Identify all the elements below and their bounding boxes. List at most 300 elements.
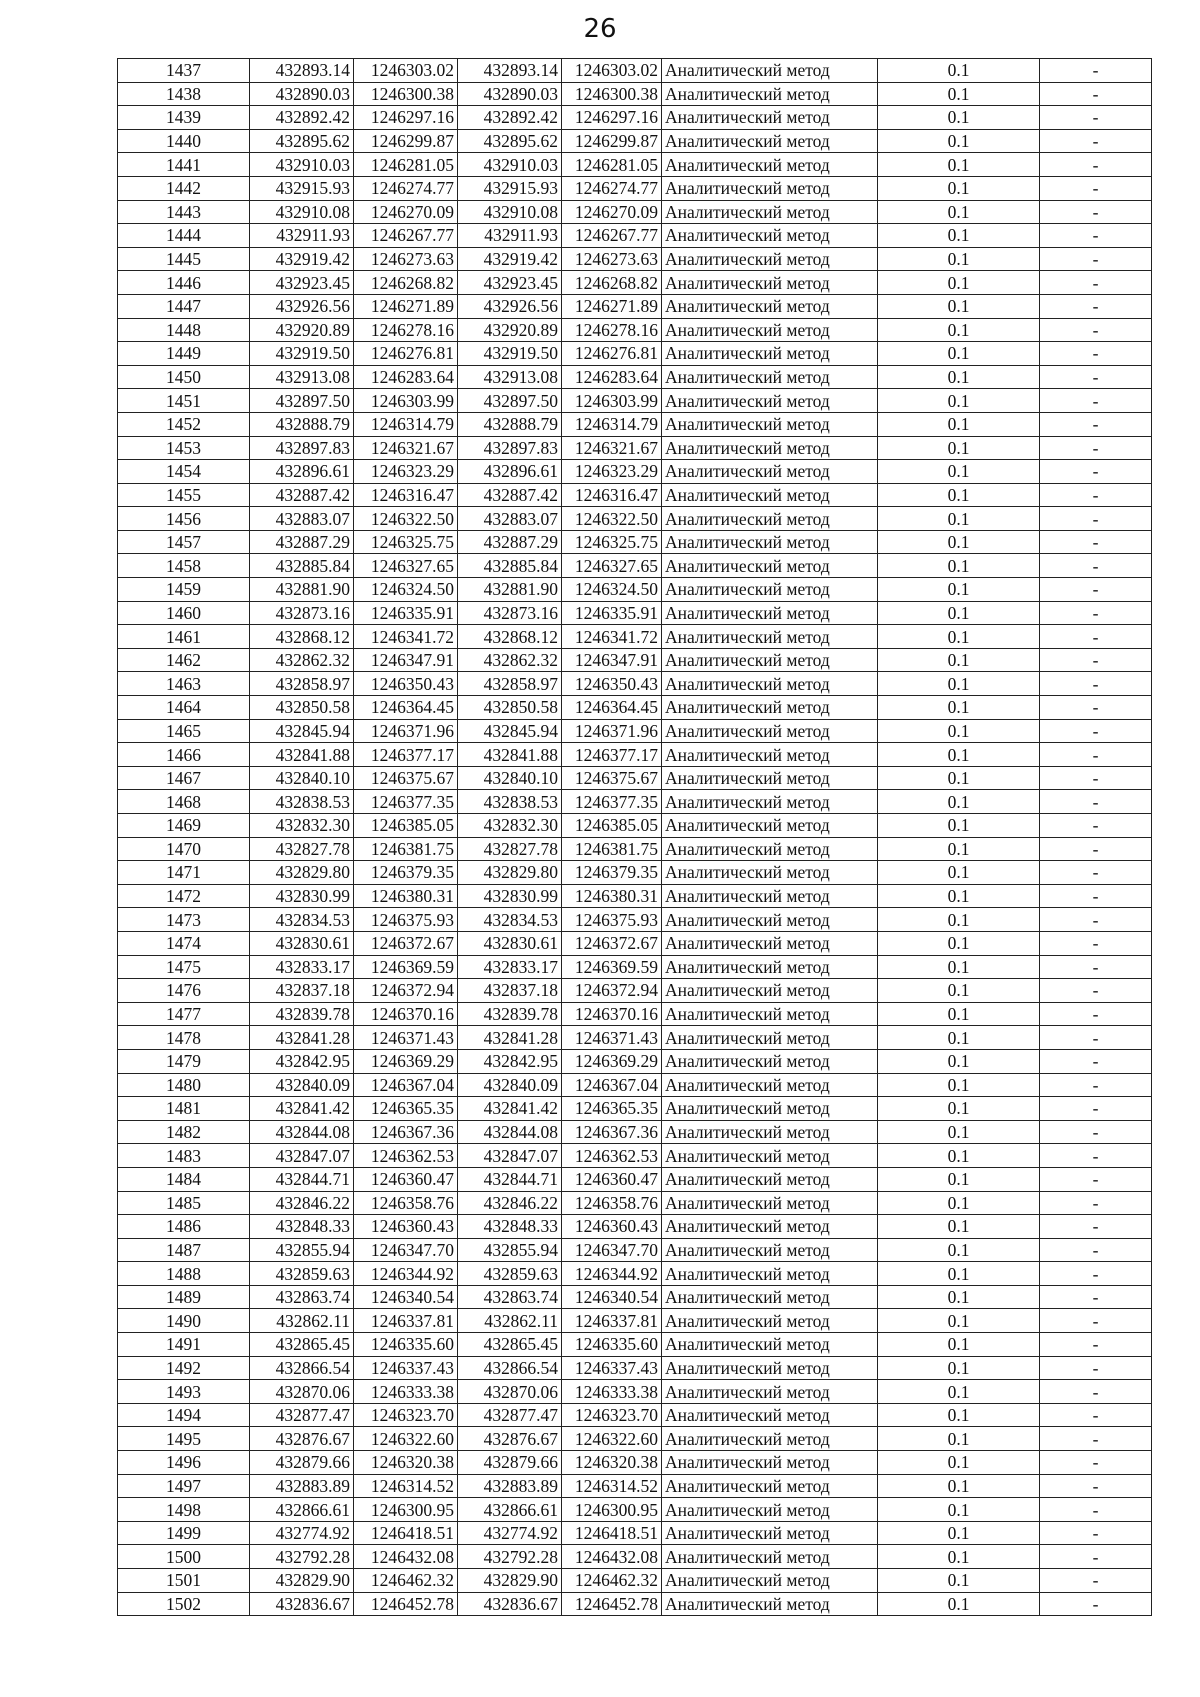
description-cell: - <box>1040 1144 1152 1168</box>
x-refined-cell: 432910.08 <box>458 200 562 224</box>
y-refined-cell: 1246367.04 <box>562 1073 662 1097</box>
y-refined-cell: 1246375.67 <box>562 766 662 790</box>
accuracy-cell: 0.1 <box>878 200 1040 224</box>
method-cell: Аналитический метод <box>662 601 878 625</box>
method-cell: Аналитический метод <box>662 1238 878 1262</box>
accuracy-cell: 0.1 <box>878 1002 1040 1026</box>
y-existing-cell: 1246369.59 <box>354 955 458 979</box>
page-number: 26 <box>583 14 617 44</box>
y-refined-cell: 1246322.50 <box>562 507 662 531</box>
point-number-cell: 1499 <box>118 1521 250 1545</box>
x-existing-cell: 432838.53 <box>250 790 354 814</box>
table-row <box>118 1356 1152 1380</box>
point-number-cell: 1485 <box>118 1191 250 1215</box>
method-cell: Аналитический метод <box>662 1002 878 1026</box>
y-refined-cell: 1246324.50 <box>562 578 662 602</box>
method-cell: Аналитический метод <box>662 247 878 271</box>
accuracy-cell: 0.1 <box>878 1333 1040 1357</box>
accuracy-cell: 0.1 <box>878 1144 1040 1168</box>
y-existing-cell: 1246360.47 <box>354 1167 458 1191</box>
x-existing-cell: 432844.08 <box>250 1120 354 1144</box>
table-row <box>118 153 1152 177</box>
y-refined-cell: 1246380.31 <box>562 884 662 908</box>
x-existing-cell: 432897.50 <box>250 389 354 413</box>
y-refined-cell: 1246341.72 <box>562 625 662 649</box>
x-existing-cell: 432846.22 <box>250 1191 354 1215</box>
point-number-cell: 1447 <box>118 294 250 318</box>
y-refined-cell: 1246358.76 <box>562 1191 662 1215</box>
accuracy-cell: 0.1 <box>878 318 1040 342</box>
x-existing-cell: 432845.94 <box>250 719 354 743</box>
y-existing-cell: 1246316.47 <box>354 483 458 507</box>
point-number-cell: 1454 <box>118 460 250 484</box>
method-cell: Аналитический метод <box>662 814 878 838</box>
method-cell: Аналитический метод <box>662 1120 878 1144</box>
x-existing-cell: 432876.67 <box>250 1427 354 1451</box>
x-refined-cell: 432873.16 <box>458 601 562 625</box>
description-cell: - <box>1040 460 1152 484</box>
x-existing-cell: 432865.45 <box>250 1333 354 1357</box>
table-row <box>118 507 1152 531</box>
y-existing-cell: 1246432.08 <box>354 1545 458 1569</box>
method-cell: Аналитический метод <box>662 1215 878 1239</box>
y-refined-cell: 1246347.91 <box>562 648 662 672</box>
point-number-cell: 1469 <box>118 814 250 838</box>
x-existing-cell: 432858.97 <box>250 672 354 696</box>
accuracy-cell: 0.1 <box>878 1545 1040 1569</box>
x-existing-cell: 432855.94 <box>250 1238 354 1262</box>
x-existing-cell: 432841.28 <box>250 1026 354 1050</box>
description-cell: - <box>1040 1427 1152 1451</box>
x-refined-cell: 432893.14 <box>458 59 562 83</box>
y-existing-cell: 1246325.75 <box>354 530 458 554</box>
method-cell: Аналитический метод <box>662 224 878 248</box>
table-row <box>118 1333 1152 1357</box>
y-existing-cell: 1246344.92 <box>354 1262 458 1286</box>
x-existing-cell: 432887.29 <box>250 530 354 554</box>
accuracy-cell: 0.1 <box>878 908 1040 932</box>
method-cell: Аналитический метод <box>662 648 878 672</box>
x-refined-cell: 432840.10 <box>458 766 562 790</box>
method-cell: Аналитический метод <box>662 365 878 389</box>
x-refined-cell: 432792.28 <box>458 1545 562 1569</box>
y-existing-cell: 1246323.29 <box>354 460 458 484</box>
description-cell: - <box>1040 1592 1152 1616</box>
accuracy-cell: 0.1 <box>878 931 1040 955</box>
table-row <box>118 1474 1152 1498</box>
description-cell: - <box>1040 436 1152 460</box>
point-number-cell: 1498 <box>118 1498 250 1522</box>
y-existing-cell: 1246335.60 <box>354 1333 458 1357</box>
x-refined-cell: 432892.42 <box>458 106 562 130</box>
point-number-cell: 1480 <box>118 1073 250 1097</box>
x-refined-cell: 432877.47 <box>458 1403 562 1427</box>
x-existing-cell: 432774.92 <box>250 1521 354 1545</box>
description-cell: - <box>1040 601 1152 625</box>
method-cell: Аналитический метод <box>662 412 878 436</box>
point-number-cell: 1457 <box>118 530 250 554</box>
accuracy-cell: 0.1 <box>878 837 1040 861</box>
accuracy-cell: 0.1 <box>878 672 1040 696</box>
method-cell: Аналитический метод <box>662 1474 878 1498</box>
method-cell: Аналитический метод <box>662 766 878 790</box>
y-existing-cell: 1246303.02 <box>354 59 458 83</box>
table-row <box>118 578 1152 602</box>
y-refined-cell: 1246321.67 <box>562 436 662 460</box>
point-number-cell: 1500 <box>118 1545 250 1569</box>
y-existing-cell: 1246268.82 <box>354 271 458 295</box>
y-existing-cell: 1246273.63 <box>354 247 458 271</box>
x-existing-cell: 432866.54 <box>250 1356 354 1380</box>
table-row <box>118 460 1152 484</box>
y-refined-cell: 1246365.35 <box>562 1097 662 1121</box>
y-existing-cell: 1246299.87 <box>354 129 458 153</box>
accuracy-cell: 0.1 <box>878 1191 1040 1215</box>
x-refined-cell: 432844.08 <box>458 1120 562 1144</box>
method-cell: Аналитический метод <box>662 696 878 720</box>
y-refined-cell: 1246316.47 <box>562 483 662 507</box>
point-number-cell: 1442 <box>118 176 250 200</box>
y-existing-cell: 1246381.75 <box>354 837 458 861</box>
y-refined-cell: 1246268.82 <box>562 271 662 295</box>
table-row <box>118 1521 1152 1545</box>
y-refined-cell: 1246281.05 <box>562 153 662 177</box>
point-number-cell: 1462 <box>118 648 250 672</box>
table-row <box>118 200 1152 224</box>
x-existing-cell: 432834.53 <box>250 908 354 932</box>
y-refined-cell: 1246297.16 <box>562 106 662 130</box>
y-existing-cell: 1246370.16 <box>354 1002 458 1026</box>
description-cell: - <box>1040 908 1152 932</box>
point-number-cell: 1491 <box>118 1333 250 1357</box>
table-row <box>118 931 1152 955</box>
y-refined-cell: 1246278.16 <box>562 318 662 342</box>
method-cell: Аналитический метод <box>662 1026 878 1050</box>
x-refined-cell: 432870.06 <box>458 1380 562 1404</box>
x-refined-cell: 432829.90 <box>458 1569 562 1593</box>
accuracy-cell: 0.1 <box>878 1403 1040 1427</box>
x-refined-cell: 432885.84 <box>458 554 562 578</box>
method-cell: Аналитический метод <box>662 294 878 318</box>
x-refined-cell: 432895.62 <box>458 129 562 153</box>
description-cell: - <box>1040 1120 1152 1144</box>
method-cell: Аналитический метод <box>662 1073 878 1097</box>
point-number-cell: 1487 <box>118 1238 250 1262</box>
x-existing-cell: 432870.06 <box>250 1380 354 1404</box>
y-existing-cell: 1246350.43 <box>354 672 458 696</box>
accuracy-cell: 0.1 <box>878 106 1040 130</box>
point-number-cell: 1478 <box>118 1026 250 1050</box>
y-existing-cell: 1246267.77 <box>354 224 458 248</box>
y-refined-cell: 1246462.32 <box>562 1569 662 1593</box>
point-number-cell: 1476 <box>118 979 250 1003</box>
y-existing-cell: 1246322.50 <box>354 507 458 531</box>
x-refined-cell: 432846.22 <box>458 1191 562 1215</box>
y-refined-cell: 1246344.92 <box>562 1262 662 1286</box>
x-existing-cell: 432833.17 <box>250 955 354 979</box>
accuracy-cell: 0.1 <box>878 1356 1040 1380</box>
description-cell: - <box>1040 153 1152 177</box>
x-refined-cell: 432858.97 <box>458 672 562 696</box>
y-existing-cell: 1246320.38 <box>354 1451 458 1475</box>
y-existing-cell: 1246462.32 <box>354 1569 458 1593</box>
x-refined-cell: 432865.45 <box>458 1333 562 1357</box>
accuracy-cell: 0.1 <box>878 696 1040 720</box>
point-number-cell: 1439 <box>118 106 250 130</box>
x-refined-cell: 432862.32 <box>458 648 562 672</box>
table-row <box>118 1309 1152 1333</box>
point-number-cell: 1466 <box>118 743 250 767</box>
table-row <box>118 1498 1152 1522</box>
table-row <box>118 1144 1152 1168</box>
method-cell: Аналитический метод <box>662 82 878 106</box>
accuracy-cell: 0.1 <box>878 1285 1040 1309</box>
y-existing-cell: 1246337.43 <box>354 1356 458 1380</box>
x-refined-cell: 432827.78 <box>458 837 562 861</box>
method-cell: Аналитический метод <box>662 1356 878 1380</box>
x-existing-cell: 432859.63 <box>250 1262 354 1286</box>
point-number-cell: 1456 <box>118 507 250 531</box>
description-cell: - <box>1040 82 1152 106</box>
point-number-cell: 1471 <box>118 861 250 885</box>
accuracy-cell: 0.1 <box>878 1026 1040 1050</box>
x-refined-cell: 432842.95 <box>458 1049 562 1073</box>
table-row <box>118 955 1152 979</box>
x-existing-cell: 432840.10 <box>250 766 354 790</box>
x-existing-cell: 432841.42 <box>250 1097 354 1121</box>
y-refined-cell: 1246300.38 <box>562 82 662 106</box>
point-number-cell: 1477 <box>118 1002 250 1026</box>
x-refined-cell: 432879.66 <box>458 1451 562 1475</box>
x-existing-cell: 432848.33 <box>250 1215 354 1239</box>
method-cell: Аналитический метод <box>662 342 878 366</box>
description-cell: - <box>1040 1569 1152 1593</box>
y-existing-cell: 1246371.43 <box>354 1026 458 1050</box>
x-refined-cell: 432859.63 <box>458 1262 562 1286</box>
description-cell: - <box>1040 1191 1152 1215</box>
point-number-cell: 1501 <box>118 1569 250 1593</box>
y-refined-cell: 1246274.77 <box>562 176 662 200</box>
x-refined-cell: 432850.58 <box>458 696 562 720</box>
table-row <box>118 224 1152 248</box>
method-cell: Аналитический метод <box>662 318 878 342</box>
y-refined-cell: 1246347.70 <box>562 1238 662 1262</box>
y-existing-cell: 1246340.54 <box>354 1285 458 1309</box>
x-refined-cell: 432911.93 <box>458 224 562 248</box>
point-number-cell: 1483 <box>118 1144 250 1168</box>
x-existing-cell: 432837.18 <box>250 979 354 1003</box>
y-refined-cell: 1246270.09 <box>562 200 662 224</box>
x-refined-cell: 432855.94 <box>458 1238 562 1262</box>
table-row <box>118 908 1152 932</box>
x-existing-cell: 432919.42 <box>250 247 354 271</box>
description-cell: - <box>1040 129 1152 153</box>
accuracy-cell: 0.1 <box>878 1427 1040 1451</box>
y-refined-cell: 1246273.63 <box>562 247 662 271</box>
x-existing-cell: 432885.84 <box>250 554 354 578</box>
method-cell: Аналитический метод <box>662 1521 878 1545</box>
x-refined-cell: 432913.08 <box>458 365 562 389</box>
x-existing-cell: 432866.61 <box>250 1498 354 1522</box>
x-refined-cell: 432926.56 <box>458 294 562 318</box>
method-cell: Аналитический метод <box>662 1545 878 1569</box>
y-existing-cell: 1246283.64 <box>354 365 458 389</box>
point-number-cell: 1463 <box>118 672 250 696</box>
y-existing-cell: 1246271.89 <box>354 294 458 318</box>
table-row <box>118 318 1152 342</box>
y-existing-cell: 1246347.91 <box>354 648 458 672</box>
table-row <box>118 1215 1152 1239</box>
method-cell: Аналитический метод <box>662 1333 878 1357</box>
x-refined-cell: 432833.17 <box>458 955 562 979</box>
accuracy-cell: 0.1 <box>878 1592 1040 1616</box>
x-existing-cell: 432862.11 <box>250 1309 354 1333</box>
x-existing-cell: 432887.42 <box>250 483 354 507</box>
method-cell: Аналитический метод <box>662 1451 878 1475</box>
accuracy-cell: 0.1 <box>878 224 1040 248</box>
y-refined-cell: 1246371.96 <box>562 719 662 743</box>
x-existing-cell: 432893.14 <box>250 59 354 83</box>
x-refined-cell: 432836.67 <box>458 1592 562 1616</box>
accuracy-cell: 0.1 <box>878 861 1040 885</box>
description-cell: - <box>1040 247 1152 271</box>
accuracy-cell: 0.1 <box>878 1309 1040 1333</box>
x-existing-cell: 432897.83 <box>250 436 354 460</box>
method-cell: Аналитический метод <box>662 1498 878 1522</box>
x-existing-cell: 432830.61 <box>250 931 354 955</box>
table-row <box>118 247 1152 271</box>
description-cell: - <box>1040 1262 1152 1286</box>
description-cell: - <box>1040 648 1152 672</box>
x-existing-cell: 432879.66 <box>250 1451 354 1475</box>
x-refined-cell: 432839.78 <box>458 1002 562 1026</box>
point-number-cell: 1460 <box>118 601 250 625</box>
y-existing-cell: 1246297.16 <box>354 106 458 130</box>
x-existing-cell: 432915.93 <box>250 176 354 200</box>
y-refined-cell: 1246377.35 <box>562 790 662 814</box>
x-refined-cell: 432866.61 <box>458 1498 562 1522</box>
method-cell: Аналитический метод <box>662 1191 878 1215</box>
method-cell: Аналитический метод <box>662 955 878 979</box>
y-existing-cell: 1246274.77 <box>354 176 458 200</box>
accuracy-cell: 0.1 <box>878 1215 1040 1239</box>
point-number-cell: 1493 <box>118 1380 250 1404</box>
x-existing-cell: 432839.78 <box>250 1002 354 1026</box>
method-cell: Аналитический метод <box>662 129 878 153</box>
accuracy-cell: 0.1 <box>878 176 1040 200</box>
description-cell: - <box>1040 1498 1152 1522</box>
description-cell: - <box>1040 1403 1152 1427</box>
x-existing-cell: 432847.07 <box>250 1144 354 1168</box>
x-refined-cell: 432841.28 <box>458 1026 562 1050</box>
y-refined-cell: 1246369.59 <box>562 955 662 979</box>
point-number-cell: 1479 <box>118 1049 250 1073</box>
x-refined-cell: 432888.79 <box>458 412 562 436</box>
description-cell: - <box>1040 342 1152 366</box>
description-cell: - <box>1040 1380 1152 1404</box>
y-refined-cell: 1246432.08 <box>562 1545 662 1569</box>
description-cell: - <box>1040 1026 1152 1050</box>
y-existing-cell: 1246335.91 <box>354 601 458 625</box>
description-cell: - <box>1040 106 1152 130</box>
y-refined-cell: 1246283.64 <box>562 365 662 389</box>
y-existing-cell: 1246324.50 <box>354 578 458 602</box>
x-refined-cell: 432840.09 <box>458 1073 562 1097</box>
table-row <box>118 601 1152 625</box>
x-refined-cell: 432890.03 <box>458 82 562 106</box>
accuracy-cell: 0.1 <box>878 1238 1040 1262</box>
x-existing-cell: 432926.56 <box>250 294 354 318</box>
description-cell: - <box>1040 271 1152 295</box>
point-number-cell: 1470 <box>118 837 250 861</box>
accuracy-cell: 0.1 <box>878 648 1040 672</box>
y-existing-cell: 1246365.35 <box>354 1097 458 1121</box>
y-refined-cell: 1246379.35 <box>562 861 662 885</box>
description-cell: - <box>1040 412 1152 436</box>
accuracy-cell: 0.1 <box>878 483 1040 507</box>
y-refined-cell: 1246323.29 <box>562 460 662 484</box>
method-cell: Аналитический метод <box>662 200 878 224</box>
point-number-cell: 1492 <box>118 1356 250 1380</box>
method-cell: Аналитический метод <box>662 530 878 554</box>
point-number-cell: 1475 <box>118 955 250 979</box>
accuracy-cell: 0.1 <box>878 1073 1040 1097</box>
method-cell: Аналитический метод <box>662 719 878 743</box>
x-refined-cell: 432887.42 <box>458 483 562 507</box>
point-number-cell: 1489 <box>118 1285 250 1309</box>
table-row <box>118 342 1152 366</box>
x-refined-cell: 432883.89 <box>458 1474 562 1498</box>
x-existing-cell: 432862.32 <box>250 648 354 672</box>
table-row <box>118 1191 1152 1215</box>
table-row <box>118 1592 1152 1616</box>
description-cell: - <box>1040 1238 1152 1262</box>
y-existing-cell: 1246341.72 <box>354 625 458 649</box>
method-cell: Аналитический метод <box>662 578 878 602</box>
y-existing-cell: 1246367.36 <box>354 1120 458 1144</box>
point-number-cell: 1468 <box>118 790 250 814</box>
y-refined-cell: 1246369.29 <box>562 1049 662 1073</box>
method-cell: Аналитический метод <box>662 1167 878 1191</box>
description-cell: - <box>1040 766 1152 790</box>
x-existing-cell: 432863.74 <box>250 1285 354 1309</box>
point-number-cell: 1494 <box>118 1403 250 1427</box>
x-refined-cell: 432920.89 <box>458 318 562 342</box>
table-row <box>118 483 1152 507</box>
y-existing-cell: 1246300.95 <box>354 1498 458 1522</box>
description-cell: - <box>1040 294 1152 318</box>
y-refined-cell: 1246335.91 <box>562 601 662 625</box>
x-refined-cell: 432876.67 <box>458 1427 562 1451</box>
accuracy-cell: 0.1 <box>878 955 1040 979</box>
method-cell: Аналитический метод <box>662 483 878 507</box>
method-cell: Аналитический метод <box>662 1309 878 1333</box>
method-cell: Аналитический метод <box>662 436 878 460</box>
accuracy-cell: 0.1 <box>878 601 1040 625</box>
x-existing-cell: 432911.93 <box>250 224 354 248</box>
accuracy-cell: 0.1 <box>878 1380 1040 1404</box>
point-number-cell: 1441 <box>118 153 250 177</box>
x-existing-cell: 432829.80 <box>250 861 354 885</box>
y-refined-cell: 1246452.78 <box>562 1592 662 1616</box>
description-cell: - <box>1040 1545 1152 1569</box>
table-row <box>118 1097 1152 1121</box>
y-refined-cell: 1246340.54 <box>562 1285 662 1309</box>
accuracy-cell: 0.1 <box>878 412 1040 436</box>
table-row <box>118 861 1152 885</box>
table-row <box>118 554 1152 578</box>
point-number-cell: 1474 <box>118 931 250 955</box>
